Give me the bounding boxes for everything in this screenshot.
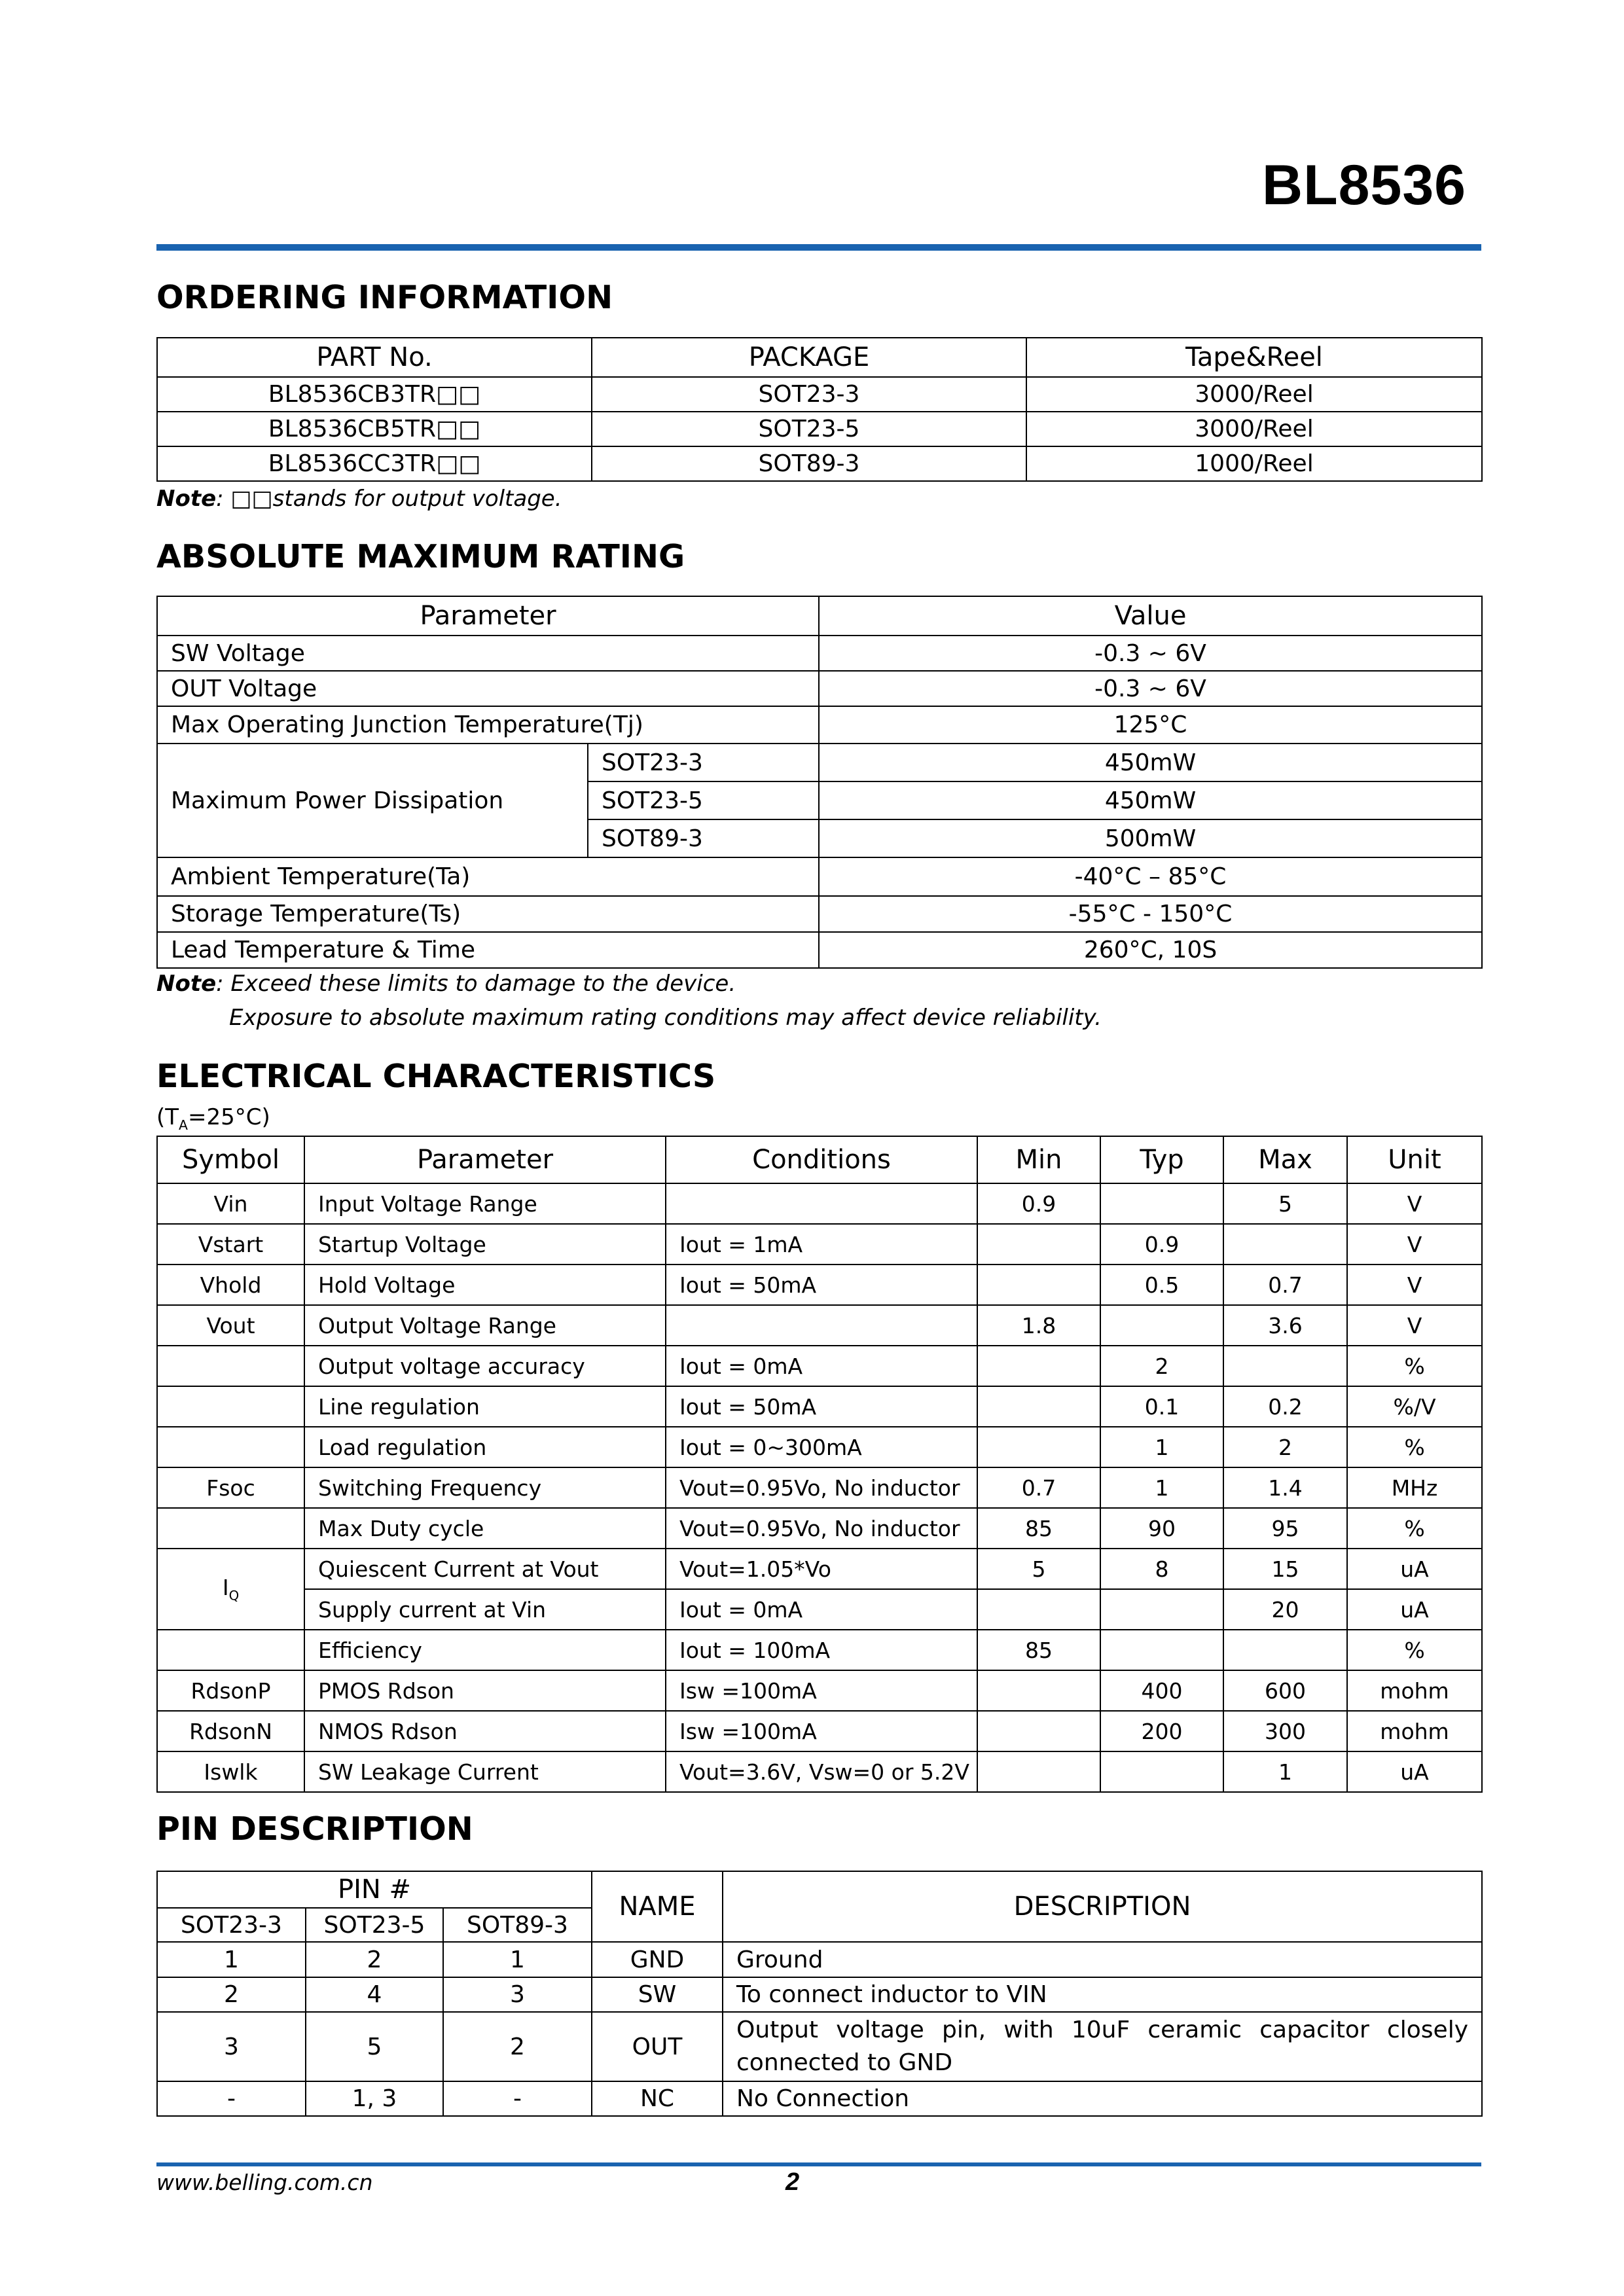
table-cell: 1.4 [1223, 1467, 1347, 1508]
table-cell: Iout = 0~300mA [666, 1427, 977, 1467]
table-cell: Supply current at Vin [304, 1589, 666, 1630]
table-cell [977, 1224, 1100, 1265]
table-cell [977, 1346, 1100, 1386]
absolute-rating-table [156, 596, 1483, 969]
table-cell: V [1347, 1265, 1482, 1305]
table-cell: OUT Voltage [157, 671, 819, 706]
test-condition-sub: A [179, 1117, 188, 1133]
test-condition-prefix: (T [156, 1104, 179, 1130]
column-header: PIN # [157, 1871, 592, 1908]
table-cell: 5 [1223, 1183, 1347, 1224]
table-cell: % [1347, 1346, 1482, 1386]
table-cell: GND [592, 1942, 723, 1977]
table-row [157, 1427, 1482, 1467]
table-cell: Lead Temperature & Time [157, 932, 819, 968]
table-cell: Maximum Power Dissipation [157, 744, 588, 857]
table-cell: Ground [723, 1942, 1482, 1977]
table-cell: Max Operating Junction Temperature(Tj) [157, 706, 819, 744]
table-cell: 1, 3 [306, 2081, 443, 2116]
table-cell: MHz [1347, 1467, 1482, 1508]
table-cell: Output voltage pin, with 10uF ceramic capacitor closely connected to GND [723, 2012, 1482, 2081]
product-title: BL8536 [1262, 154, 1466, 217]
column-header: PACKAGE [592, 338, 1026, 377]
table-cell: Isw =100mA [666, 1711, 977, 1751]
column-header: Value [819, 596, 1482, 636]
table-cell: Iout = 50mA [666, 1386, 977, 1427]
table-cell: SW Leakage Current [304, 1751, 666, 1792]
table-cell: - [157, 2081, 306, 2116]
table-cell: 85 [977, 1508, 1100, 1549]
table-cell: 2 [1223, 1427, 1347, 1467]
ordering-title: ORDERING INFORMATION [156, 279, 613, 316]
table-row [157, 671, 1482, 706]
table-cell: V [1347, 1224, 1482, 1265]
table-cell: -40°C – 85°C [819, 857, 1482, 896]
table-cell: 2 [443, 2012, 592, 2081]
table-cell: 1 [157, 1942, 306, 1977]
table-row [157, 857, 1482, 896]
table-cell: Output voltage accuracy [304, 1346, 666, 1386]
table-row [157, 446, 1482, 481]
table-cell [977, 1386, 1100, 1427]
table-row [157, 2012, 1482, 2081]
ordering-table [156, 337, 1483, 482]
table-cell: Hold Voltage [304, 1265, 666, 1305]
table-cell: 600 [1223, 1670, 1347, 1711]
table-cell: 2 [306, 1942, 443, 1977]
table-row [157, 932, 1482, 968]
table-cell: 1.8 [977, 1305, 1100, 1346]
table-cell: 450mW [819, 781, 1482, 819]
table-row [157, 1386, 1482, 1427]
table-row [157, 2081, 1482, 2116]
table-cell: Line regulation [304, 1386, 666, 1427]
table-row [157, 1265, 1482, 1305]
table-cell: Vout=0.95Vo, No inductor [666, 1467, 977, 1508]
table-cell: 400 [1100, 1670, 1223, 1711]
table-cell: SOT23-3 [592, 377, 1026, 412]
column-header: Parameter [157, 596, 819, 636]
table-cell: 3000/Reel [1026, 377, 1482, 412]
table-cell: Iout = 0mA [666, 1346, 977, 1386]
table-cell: 0.1 [1100, 1386, 1223, 1427]
table-cell: 450mW [819, 744, 1482, 781]
table-cell: Startup Voltage [304, 1224, 666, 1265]
table-cell: Iout = 100mA [666, 1630, 977, 1670]
table-cell: Isw =100mA [666, 1670, 977, 1711]
table-cell: Quiescent Current at Vout [304, 1549, 666, 1589]
table-cell: 2 [157, 1977, 306, 2012]
table-cell: 90 [1100, 1508, 1223, 1549]
table-cell: 3.6 [1223, 1305, 1347, 1346]
test-condition-suffix: =25°C) [188, 1104, 270, 1130]
table-cell: Vstart [157, 1224, 304, 1265]
table-cell: Vout [157, 1305, 304, 1346]
table-row [157, 1183, 1482, 1224]
table-cell: Ambient Temperature(Ta) [157, 857, 819, 896]
table-cell: Vin [157, 1183, 304, 1224]
table-cell: PMOS Rdson [304, 1670, 666, 1711]
table-cell [1100, 1630, 1223, 1670]
table-cell [977, 1265, 1100, 1305]
table-cell: 260°C, 10S [819, 932, 1482, 968]
table-cell: 0.9 [977, 1183, 1100, 1224]
table-cell [977, 1711, 1100, 1751]
table-cell [1100, 1183, 1223, 1224]
table-row [157, 1630, 1482, 1670]
table-cell: - [443, 2081, 592, 2116]
table-row [157, 1977, 1482, 2012]
column-header: Parameter [304, 1136, 666, 1183]
column-header: SOT23-3 [157, 1908, 306, 1942]
table-cell: Iout = 1mA [666, 1224, 977, 1265]
table-cell: RdsonP [157, 1670, 304, 1711]
table-cell: -0.3 ~ 6V [819, 671, 1482, 706]
table-cell: 85 [977, 1630, 1100, 1670]
electrical-title: ELECTRICAL CHARACTERISTICS [156, 1058, 716, 1095]
table-cell: 3 [157, 2012, 306, 2081]
table-row [157, 1751, 1482, 1792]
table-row [157, 1589, 1482, 1630]
table-cell [1223, 1224, 1347, 1265]
table-cell: uA [1347, 1751, 1482, 1792]
note-label: Note [156, 486, 217, 512]
table-header-row [157, 338, 1482, 377]
table-cell: Iout = 0mA [666, 1589, 977, 1630]
table-cell: -0.3 ~ 6V [819, 636, 1482, 671]
iq-symbol-cell [157, 1549, 304, 1630]
footer-url: www.belling.com.cn [156, 2170, 373, 2195]
column-header: Max [1223, 1136, 1347, 1183]
table-cell: NMOS Rdson [304, 1711, 666, 1751]
table-cell: Vout=3.6V, Vsw=0 or 5.2V [666, 1751, 977, 1792]
column-header: NAME [592, 1871, 723, 1942]
table-cell: 0.9 [1100, 1224, 1223, 1265]
pin-description-table [156, 1871, 1483, 2117]
table-cell: 8 [1100, 1549, 1223, 1589]
table-row [157, 1670, 1482, 1711]
table-cell: Storage Temperature(Ts) [157, 896, 819, 932]
column-header: PART No. [157, 338, 592, 377]
column-header: DESCRIPTION [723, 1871, 1482, 1942]
table-cell: Vout=0.95Vo, No inductor [666, 1508, 977, 1549]
table-cell: Output Voltage Range [304, 1305, 666, 1346]
table-cell: %/V [1347, 1386, 1482, 1427]
table-cell: Vhold [157, 1265, 304, 1305]
column-header: Unit [1347, 1136, 1482, 1183]
footer-rule [156, 2162, 1481, 2166]
table-cell: Efficiency [304, 1630, 666, 1670]
table-cell [157, 1386, 304, 1427]
table-cell: RdsonN [157, 1711, 304, 1751]
electrical-table [156, 1136, 1483, 1793]
table-cell: SOT89-3 [588, 819, 819, 857]
table-cell [666, 1183, 977, 1224]
table-cell [1100, 1751, 1223, 1792]
table-cell: Iout = 50mA [666, 1265, 977, 1305]
table-cell: No Connection [723, 2081, 1482, 2116]
table-cell [977, 1589, 1100, 1630]
table-cell: 20 [1223, 1589, 1347, 1630]
table-cell: 500mW [819, 819, 1482, 857]
column-header: SOT23-5 [306, 1908, 443, 1942]
table-row [157, 412, 1482, 446]
table-cell: 0.7 [1223, 1265, 1347, 1305]
table-cell [666, 1305, 977, 1346]
table-cell [157, 1427, 304, 1467]
table-cell: Fsoc [157, 1467, 304, 1508]
table-cell [157, 1630, 304, 1670]
table-cell: 15 [1223, 1549, 1347, 1589]
table-row [157, 1711, 1482, 1751]
note-label: Note [156, 971, 217, 997]
column-header: Tape&Reel [1026, 338, 1482, 377]
table-cell: 125°C [819, 706, 1482, 744]
table-cell: 3000/Reel [1026, 412, 1482, 446]
column-header: Min [977, 1136, 1100, 1183]
table-cell: Switching Frequency [304, 1467, 666, 1508]
table-cell: 0.5 [1100, 1265, 1223, 1305]
column-header: Symbol [157, 1136, 304, 1183]
table-cell [1223, 1630, 1347, 1670]
table-cell: V [1347, 1183, 1482, 1224]
table-cell: To connect inductor to VIN [723, 1977, 1482, 2012]
table-cell: Input Voltage Range [304, 1183, 666, 1224]
header-rule [156, 244, 1481, 251]
table-cell: SW Voltage [157, 636, 819, 671]
table-cell: 5 [977, 1549, 1100, 1589]
table-cell: V [1347, 1305, 1482, 1346]
table-row [157, 1549, 1482, 1589]
table-cell: -55°C - 150°C [819, 896, 1482, 932]
table-cell [977, 1427, 1100, 1467]
electrical-rows [157, 1183, 1482, 1549]
test-condition [156, 1106, 270, 1132]
table-cell: % [1347, 1630, 1482, 1670]
table-cell: 5 [306, 2012, 443, 2081]
table-cell: SOT23-5 [592, 412, 1026, 446]
table-cell: % [1347, 1427, 1482, 1467]
ordering-note [156, 488, 562, 510]
column-header: SOT89-3 [443, 1908, 592, 1942]
page-number: 2 [785, 2168, 800, 2196]
iq-symbol: I [222, 1575, 229, 1601]
table-cell: BL8536CB5TR□□ [157, 412, 592, 446]
table-row [157, 1224, 1482, 1265]
table-cell: BL8536CB3TR□□ [157, 377, 592, 412]
table-cell: 300 [1223, 1711, 1347, 1751]
table-cell [977, 1670, 1100, 1711]
absolute-note-line2: Exposure to absolute maximum rating conditions may affect device reliability. [229, 1005, 1102, 1031]
table-cell: 2 [1100, 1346, 1223, 1386]
table-row [157, 1942, 1482, 1977]
table-cell: 0.7 [977, 1467, 1100, 1508]
table-cell [977, 1751, 1100, 1792]
electrical-rows [157, 1630, 1482, 1792]
table-cell: mohm [1347, 1670, 1482, 1711]
table-row [157, 1508, 1482, 1549]
column-header: Conditions [666, 1136, 977, 1183]
table-cell: 200 [1100, 1711, 1223, 1751]
table-cell: 1 [443, 1942, 592, 1977]
table-header-row [157, 1136, 1482, 1183]
table-cell: uA [1347, 1589, 1482, 1630]
table-cell: mohm [1347, 1711, 1482, 1751]
table-row [157, 706, 1482, 744]
table-cell: % [1347, 1508, 1482, 1549]
absolute-note [156, 973, 736, 995]
table-row [157, 896, 1482, 932]
table-cell: SW [592, 1977, 723, 2012]
table-cell: 1 [1100, 1467, 1223, 1508]
iq-symbol-sub: Q [228, 1588, 240, 1604]
table-row [157, 1467, 1482, 1508]
table-cell: Load regulation [304, 1427, 666, 1467]
table-cell [1100, 1305, 1223, 1346]
table-cell: 3 [443, 1977, 592, 2012]
column-header: Typ [1100, 1136, 1223, 1183]
table-row [157, 1346, 1482, 1386]
table-cell: SOT89-3 [592, 446, 1026, 481]
note-text: : Exceed these limits to damage to the device. [216, 971, 736, 997]
table-cell: 4 [306, 1977, 443, 2012]
table-row [157, 744, 1482, 781]
table-cell: NC [592, 2081, 723, 2116]
table-cell: SOT23-5 [588, 781, 819, 819]
table-cell: uA [1347, 1549, 1482, 1589]
table-cell: 1 [1100, 1427, 1223, 1467]
table-cell: 1000/Reel [1026, 446, 1482, 481]
table-row [157, 377, 1482, 412]
table-cell: Vout=1.05*Vo [666, 1549, 977, 1589]
table-cell: 0.2 [1223, 1386, 1347, 1427]
table-cell: 1 [1223, 1751, 1347, 1792]
table-cell [1223, 1346, 1347, 1386]
table-cell: SOT23-3 [588, 744, 819, 781]
table-cell [157, 1508, 304, 1549]
table-cell [157, 1346, 304, 1386]
table-header-row [157, 596, 1482, 636]
note-text: : □□stands for output voltage. [216, 486, 562, 512]
table-row [157, 636, 1482, 671]
pin-description-title: PIN DESCRIPTION [156, 1810, 473, 1848]
table-cell: Iswlk [157, 1751, 304, 1792]
table-cell: 95 [1223, 1508, 1347, 1549]
table-cell [1100, 1589, 1223, 1630]
table-row [157, 1305, 1482, 1346]
table-header-row [157, 1871, 1482, 1908]
table-cell: BL8536CC3TR□□ [157, 446, 592, 481]
table-cell: Max Duty cycle [304, 1508, 666, 1549]
table-cell: OUT [592, 2012, 723, 2081]
absolute-rating-title: ABSOLUTE MAXIMUM RATING [156, 538, 685, 575]
